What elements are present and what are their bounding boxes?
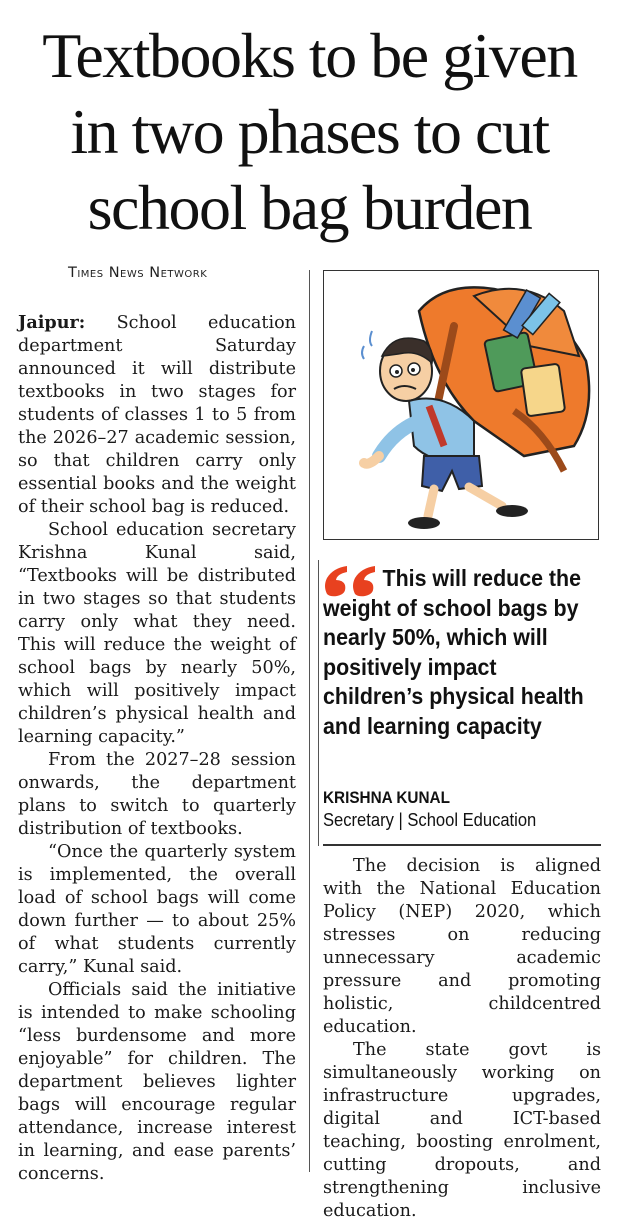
article-paragraph-7: The state govt is simultaneously working on infrastructure upgrades, digital and ICT-based teaching, boosting enrolment, cutting dropouts, and strengthening inclusive education.	[323, 1040, 601, 1221]
column-divider	[309, 270, 310, 1172]
article-paragraph-3: From the 2027–28 session onwards, the department plans to switch to quarterly distribution of textbooks.	[18, 750, 296, 839]
paragraph-text: School education department Saturday announced it will distribute textbooks in two stages for students of classes 1 to 5 from the 2026–27 academic session, so that children carry only essential books and the weight of their school bag is reduced.	[18, 313, 296, 517]
headline-line-3: school bag burden	[87, 172, 532, 243]
headline	[0, 18, 619, 246]
headline-line-1: Textbooks to be given	[42, 20, 577, 91]
article-left-column	[18, 311, 296, 1186]
child-carrying-heavy-school-bag-icon	[324, 271, 598, 539]
article-paragraph-6: The decision is aligned with the National Education Policy (NEP) 2020, which stresses on reducing unnecessary academic pressure and promoting holistic, childcentred education.	[323, 856, 601, 1037]
pull-quote	[323, 564, 603, 741]
quote-bottom-rule	[323, 844, 601, 846]
article-paragraph-4: “Once the quarterly system is implemented, the overall load of school bags will come down further — to about 25% of what students currently carry,” Kunal said.	[18, 842, 296, 977]
article-paragraph-1	[18, 311, 296, 519]
article-paragraph-5: Officials said the initiative is intended to make schooling “less burdensome and more enjoyable” for children. The department believes lighter bags will encourage regular attendance, increase interest in learning, and ease parents’ concerns.	[18, 980, 296, 1184]
child-with-school-bag-illustration	[323, 270, 599, 540]
quote-attribution-title: Secretary | School Education	[323, 810, 537, 830]
quote-attribution-name: KRISHNA KUNAL	[323, 788, 450, 807]
quote-divider	[318, 560, 319, 846]
headline-line-2: in two phases to cut	[70, 96, 549, 167]
article-paragraph-2: School education secretary Krishna Kunal said, “Textbooks will be distributed in two stages so that students carry only what they need. This will reduce the weight of school bags by nearly 50%, which will positively impact children’s physical health and learning capacity.”	[18, 520, 296, 747]
dateline: Jaipur:	[18, 312, 86, 333]
pull-quote-text: This will reduce the weight of school bags by nearly 50%, which will positively impact children’s physical health and learning capacity	[323, 565, 584, 739]
byline: Times News Network	[68, 265, 208, 281]
article-right-column	[323, 855, 601, 1223]
